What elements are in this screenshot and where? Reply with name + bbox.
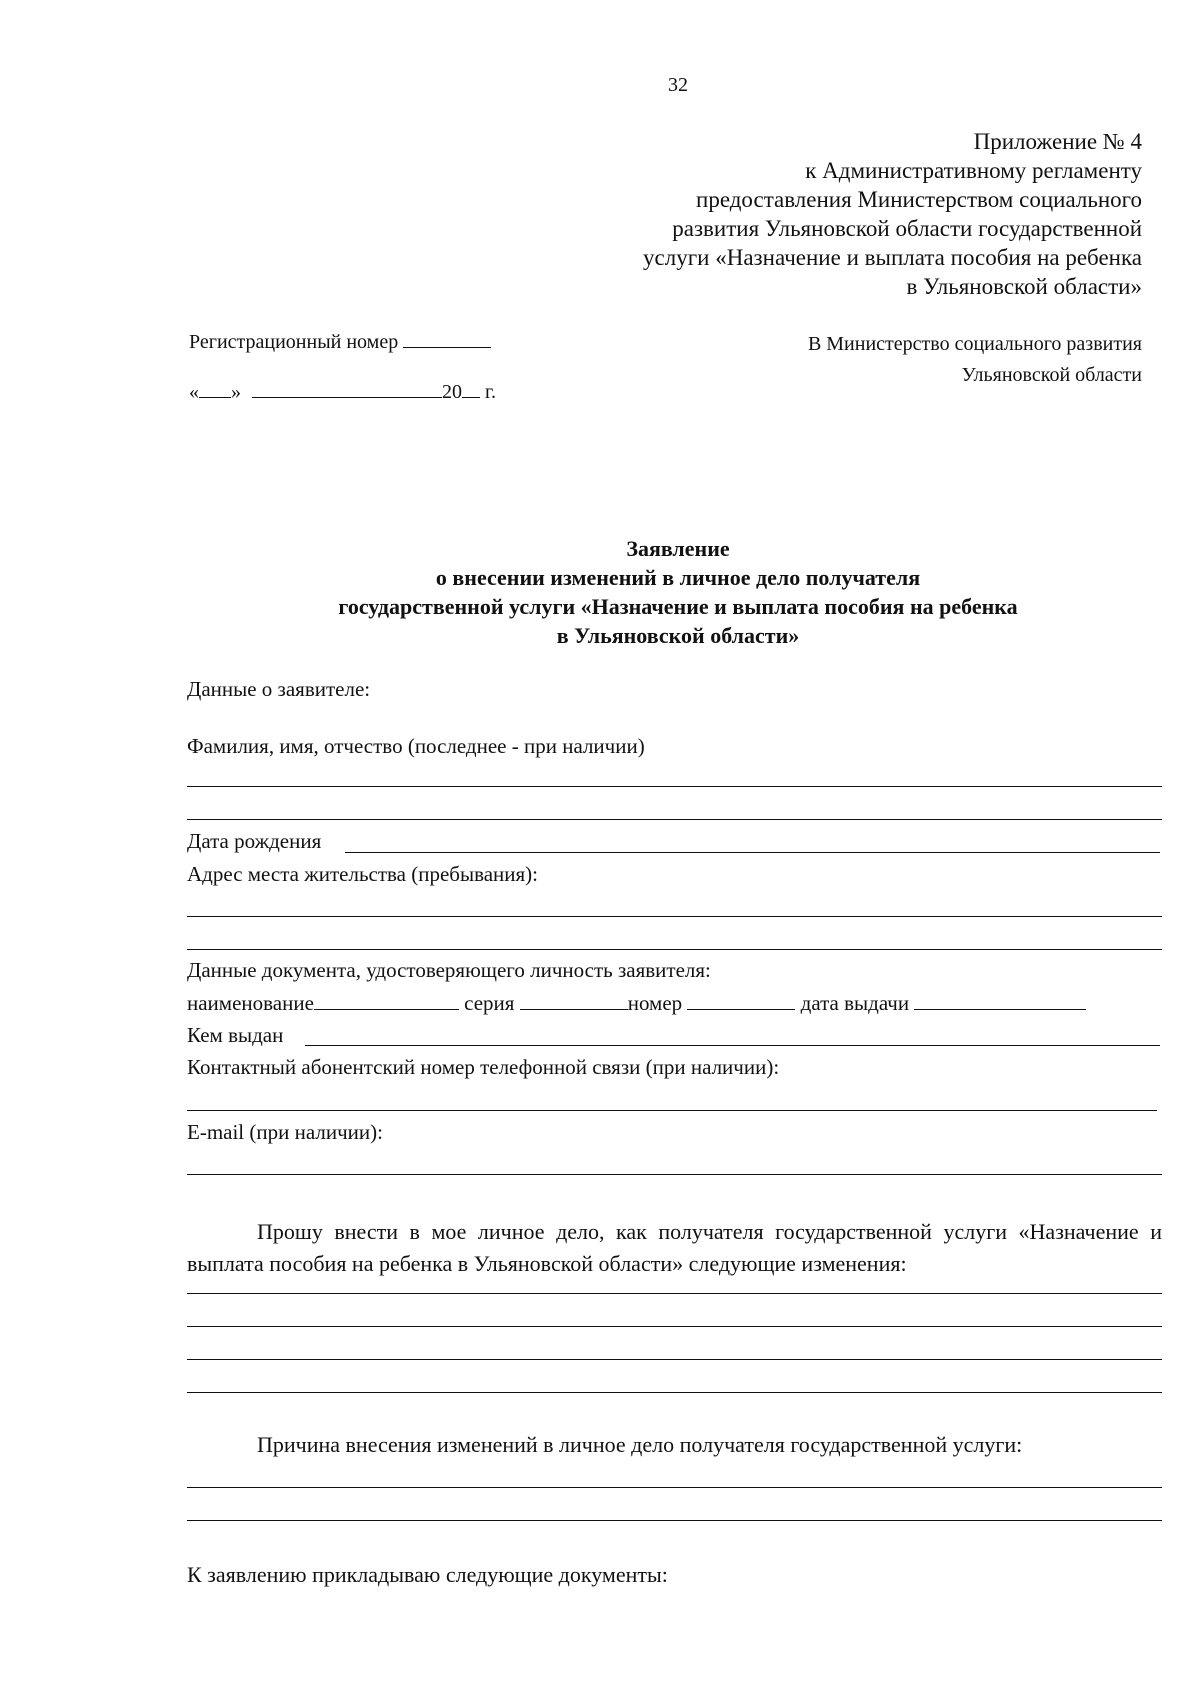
- appendix-line-6: в Ульяновской области»: [906, 274, 1142, 299]
- registration-number: [189, 329, 491, 354]
- appendix-line-2: к Административному регламенту: [805, 158, 1142, 183]
- document-details-row: [187, 990, 1086, 1017]
- changes-field-line-2[interactable]: [187, 1326, 1162, 1327]
- appendix-line-1: Приложение № 4: [973, 129, 1142, 154]
- phone-field[interactable]: [187, 1110, 1157, 1111]
- applicant-section-label: Данные о заявителе:: [187, 677, 371, 701]
- appendix-header: [643, 127, 1142, 301]
- fio-label: Фамилия, имя, отчество (последнее - при наличии): [187, 734, 645, 758]
- appendix-line-5: услуги «Назначение и выплата пособия на ребенка: [643, 245, 1142, 270]
- phone-label: Контактный абонентский номер телефонной связи (при наличии):: [187, 1055, 780, 1079]
- issued-by-field[interactable]: [305, 1045, 1160, 1046]
- fio-field-line-2[interactable]: [187, 819, 1162, 820]
- date-month-field[interactable]: [252, 379, 442, 398]
- reason-field-line-1[interactable]: [187, 1487, 1162, 1488]
- doc-issue-date-label: дата выдачи: [800, 991, 910, 1015]
- reason-label: Причина внесения изменений в личное дело получателя государственной услуги:: [257, 1432, 1023, 1457]
- registration-date: [189, 379, 496, 404]
- title-line-3: государственной услуги «Назначение и выплата пособия на ребенка: [338, 594, 1018, 619]
- title-line-2: о внесении изменений в личное дело получателя: [435, 565, 921, 590]
- date-day-field[interactable]: [199, 379, 231, 398]
- doc-name-field[interactable]: [314, 993, 459, 1010]
- doc-number-label: номер: [627, 991, 683, 1015]
- registration-number-label: Регистрационный номер: [189, 331, 399, 353]
- appendix-line-3: предоставления Министерством социального: [696, 187, 1142, 212]
- changes-field-line-3[interactable]: [187, 1359, 1162, 1360]
- appendix-line-4: развития Ульяновской области государственной: [672, 216, 1142, 241]
- addressee-line-1: В Министерство социального развития: [807, 333, 1142, 355]
- changes-field-line-4[interactable]: [187, 1392, 1162, 1393]
- address-field-line-1[interactable]: [187, 916, 1162, 917]
- document-label: Данные документа, удостоверяющего личность заявителя:: [187, 958, 711, 982]
- date-year-field[interactable]: [462, 379, 480, 398]
- email-field[interactable]: [187, 1174, 1162, 1175]
- date-year-suffix: г.: [485, 381, 496, 403]
- date-open-quote: «: [189, 381, 199, 403]
- changes-field-line-1[interactable]: [187, 1293, 1162, 1294]
- date-year-prefix: 20: [442, 381, 462, 403]
- birth-date-field[interactable]: [345, 852, 1160, 853]
- title-line-4: в Ульяновской области»: [556, 623, 800, 648]
- doc-name-label: наименование: [187, 991, 314, 1015]
- email-label: E-mail (при наличии):: [187, 1120, 383, 1144]
- doc-issue-date-field[interactable]: [914, 993, 1086, 1010]
- doc-number-field[interactable]: [687, 993, 795, 1010]
- page-number: 32: [668, 74, 688, 96]
- addressee-line-2: Ульяновской области: [961, 364, 1142, 386]
- request-paragraph: Прошу внести в мое личное дело, как получателя государственной услуги «Назначение и выплата пособия на ребенка в Ульяновской области» следующие изменения:: [187, 1219, 1162, 1276]
- birth-date-label: Дата рождения: [187, 829, 322, 853]
- doc-series-field[interactable]: [520, 993, 628, 1010]
- address-label: Адрес места жительства (пребывания):: [187, 862, 539, 886]
- addressee: [808, 329, 1142, 391]
- address-field-line-2[interactable]: [187, 949, 1162, 950]
- registration-number-field[interactable]: [403, 329, 491, 348]
- document-title: [0, 534, 1200, 650]
- reason-field-line-2[interactable]: [187, 1520, 1162, 1521]
- date-close-quote: »: [231, 381, 241, 403]
- fio-field-line-1[interactable]: [187, 786, 1162, 787]
- doc-series-label: серия: [464, 991, 515, 1015]
- attachments-label: К заявлению прикладываю следующие документы:: [187, 1562, 668, 1587]
- title-line-1: Заявление: [626, 536, 730, 561]
- issued-by-label: Кем выдан: [187, 1023, 284, 1047]
